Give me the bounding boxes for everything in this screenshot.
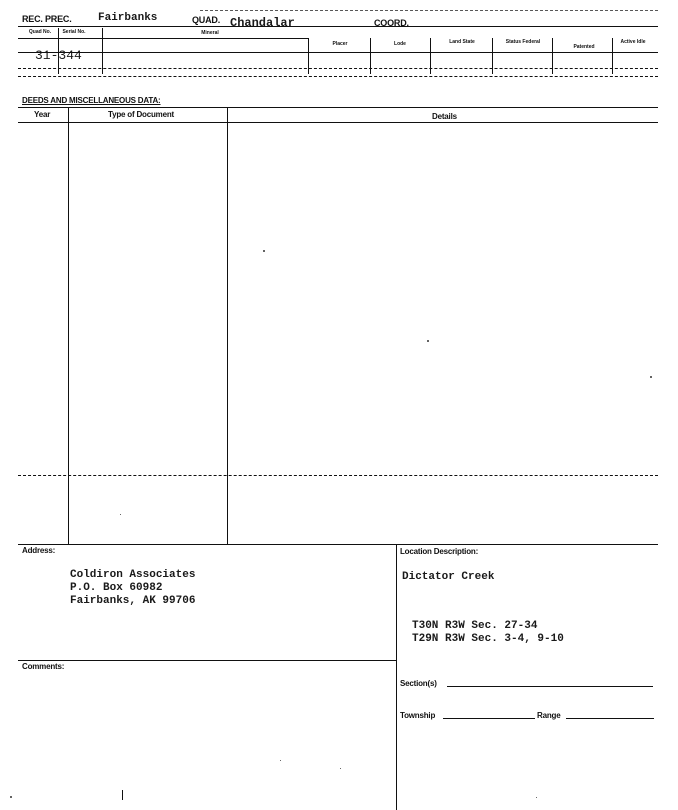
quad-label: QUAD. [192,15,220,25]
section-fill-line[interactable] [447,686,653,687]
section-label: Section(s) [400,679,437,688]
col-quad-no: Quad No. [28,29,52,35]
mineral-label-rule [18,38,308,39]
coord-label: COORD. [374,18,409,28]
col-serial-no: Serial No. [62,29,86,35]
col-active-idle: Active Idle [620,39,646,45]
range-fill-line[interactable] [566,718,654,719]
col-mineral: Mineral [201,30,219,36]
address-line3: Fairbanks, AK 99706 [70,595,196,607]
divider-placer [370,38,371,74]
speck [263,250,265,252]
speck [340,768,341,769]
speck [427,340,429,342]
deeds-header-rule [18,122,658,123]
location-line2: T29N R3W Sec. 3-4, 9-10 [412,633,564,645]
deeds-dashed-rule [18,475,658,476]
speck [650,376,652,378]
divider-quad [58,28,59,74]
comments-top-rule [18,660,396,661]
speck [536,797,537,798]
divider-patented [612,38,613,74]
address-label: Address: [22,546,56,555]
col-placer: Placer [332,41,348,47]
divider-mineral [308,38,309,74]
header-bottom-dashed-2 [18,76,658,77]
header-bottom-dashed [18,68,658,69]
location-line1: T30N R3W Sec. 27-34 [412,620,538,632]
col-patented: Patented [573,44,595,50]
divider-federal [552,38,553,74]
speck [10,796,12,798]
deeds-divider-type [227,107,228,544]
township-label: Township [400,711,436,720]
address-line1: Coldiron Associates [70,569,196,581]
township-fill-line[interactable] [443,718,535,719]
header-mid-rule [18,52,658,53]
deeds-col-year: Year [34,110,51,119]
location-label: Location Description: [400,547,479,556]
col-status-federal: Status Federal [505,39,541,45]
divider-lode [430,38,431,74]
deeds-col-type: Type of Document [108,110,174,119]
comments-label: Comments: [22,662,65,671]
col-land-state: Land State [449,39,475,45]
rec-prec-value: Fairbanks [98,12,158,24]
address-line2: P.O. Box 60982 [70,582,163,594]
deeds-top-rule [18,107,658,108]
header-top-rule [18,26,658,27]
quad-value: Chandalar [230,16,295,30]
col-lode: Lode [394,41,406,47]
bottom-top-rule [18,544,658,545]
deeds-divider-year [68,107,69,544]
quad-no-value: 31-344 [35,48,82,63]
divider-serial [102,28,103,74]
tick-mark [122,790,123,800]
header-top-dashed-rule [200,10,658,11]
location-name: Dictator Creek [402,571,495,583]
deeds-col-details: Details [432,112,457,121]
rec-prec-label: REC. PREC. [22,14,72,24]
deeds-title: DEEDS AND MISCELLANEOUS DATA: [22,96,161,105]
bottom-center-divider [396,544,397,810]
speck [280,760,281,761]
speck [120,514,121,515]
divider-land [492,38,493,74]
range-label: Range [537,711,561,720]
